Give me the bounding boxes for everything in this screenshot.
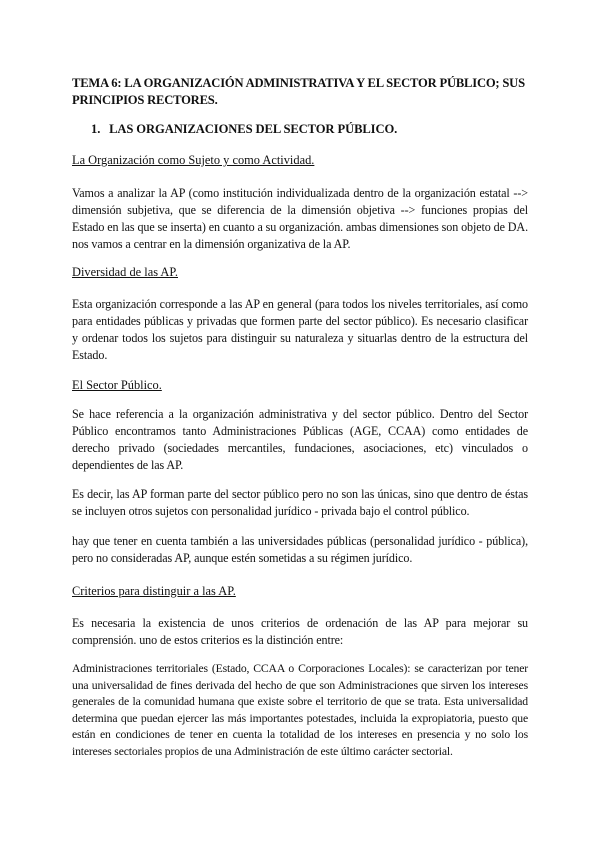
- paragraph-criterios: Es necesaria la existencia de unos criterios de ordenación de las AP para mejorar su comprensión. uno de estos criterios es la distinción entre:: [72, 616, 528, 647]
- paragraph-administraciones-territoriales: Administraciones territoriales (Estado, CCAA o Corporaciones Locales): se caracterizan por tener una universalidad de fines derivada del hecho de que son Administraciones que sirven los intereses generales de la comunidad humana que existe sobre el territorio de que se trata. Esta universalidad determina que puedan ejercer las más importantes potestades, incluida la expropiatoria, puesto que están en condiciones de tener en cuenta la totalidad de los intereses en presencia y no solo los intereses sectoriales propios de una Administración de este último carácter sectorial.: [72, 662, 528, 758]
- document-title: TEMA 6: LA ORGANIZACIÓN ADMINISTRATIVA Y EL SECTOR PÚBLICO; SUS PRINCIPIOS RECTORES.: [72, 76, 525, 107]
- subheading-organizacion: La Organización como Sujeto y como Actividad.: [72, 153, 315, 167]
- subheading-diversidad: Diversidad de las AP.: [72, 265, 178, 279]
- section-heading: [91, 121, 397, 138]
- subheading-sector-publico: El Sector Público.: [72, 378, 162, 392]
- paragraph-es-decir: Es decir, las AP forman parte del sector público pero no son las únicas, sino que dentro de éstas se incluyen otros sujetos con personalidad jurídico - privada bajo el control público.: [72, 487, 528, 518]
- paragraph-universidades: hay que tener en cuenta también a las universidades públicas (personalidad jurídico - pública), pero no consideradas AP, aunque estén sometidas a su régimen jurídico.: [72, 534, 528, 565]
- section-title: LAS ORGANIZACIONES DEL SECTOR PÚBLICO.: [109, 122, 398, 136]
- paragraph-dimension-subjetiva: Vamos a analizar la AP (como institución individualizada dentro de la organización estatal --> dimensión subjetiva, que se diferencia de la dimensión objetiva --> funciones propias del Estado en las que se inserta) en cuanto a su organización. ambas dimensiones son objeto de DA. nos vamos a centrar en la dimensión organizativa de la AP.: [72, 186, 528, 251]
- paragraph-organizacion-ap: Esta organización corresponde a las AP en general (para todos los niveles territoriales, así como para entidades públicas y privadas que formen parte del sector público). Es necesario clasificar y ordenar todos los sujetos para distinguir su naturaleza y situarlas dentro de la estructura del Estado.: [72, 297, 528, 362]
- paragraph-sector-publico: Se hace referencia a la organización administrativa y del sector público. Dentro del Sector Público encontramos tanto Administraciones Públicas (AGE, CCAA) como entidades de derecho privado (sociedades mercantiles, fundaciones, asociaciones, etc) vinculados o dependientes de las AP.: [72, 407, 528, 472]
- section-number: 1.: [91, 122, 101, 136]
- subheading-criterios: Criterios para distinguir a las AP.: [72, 584, 236, 598]
